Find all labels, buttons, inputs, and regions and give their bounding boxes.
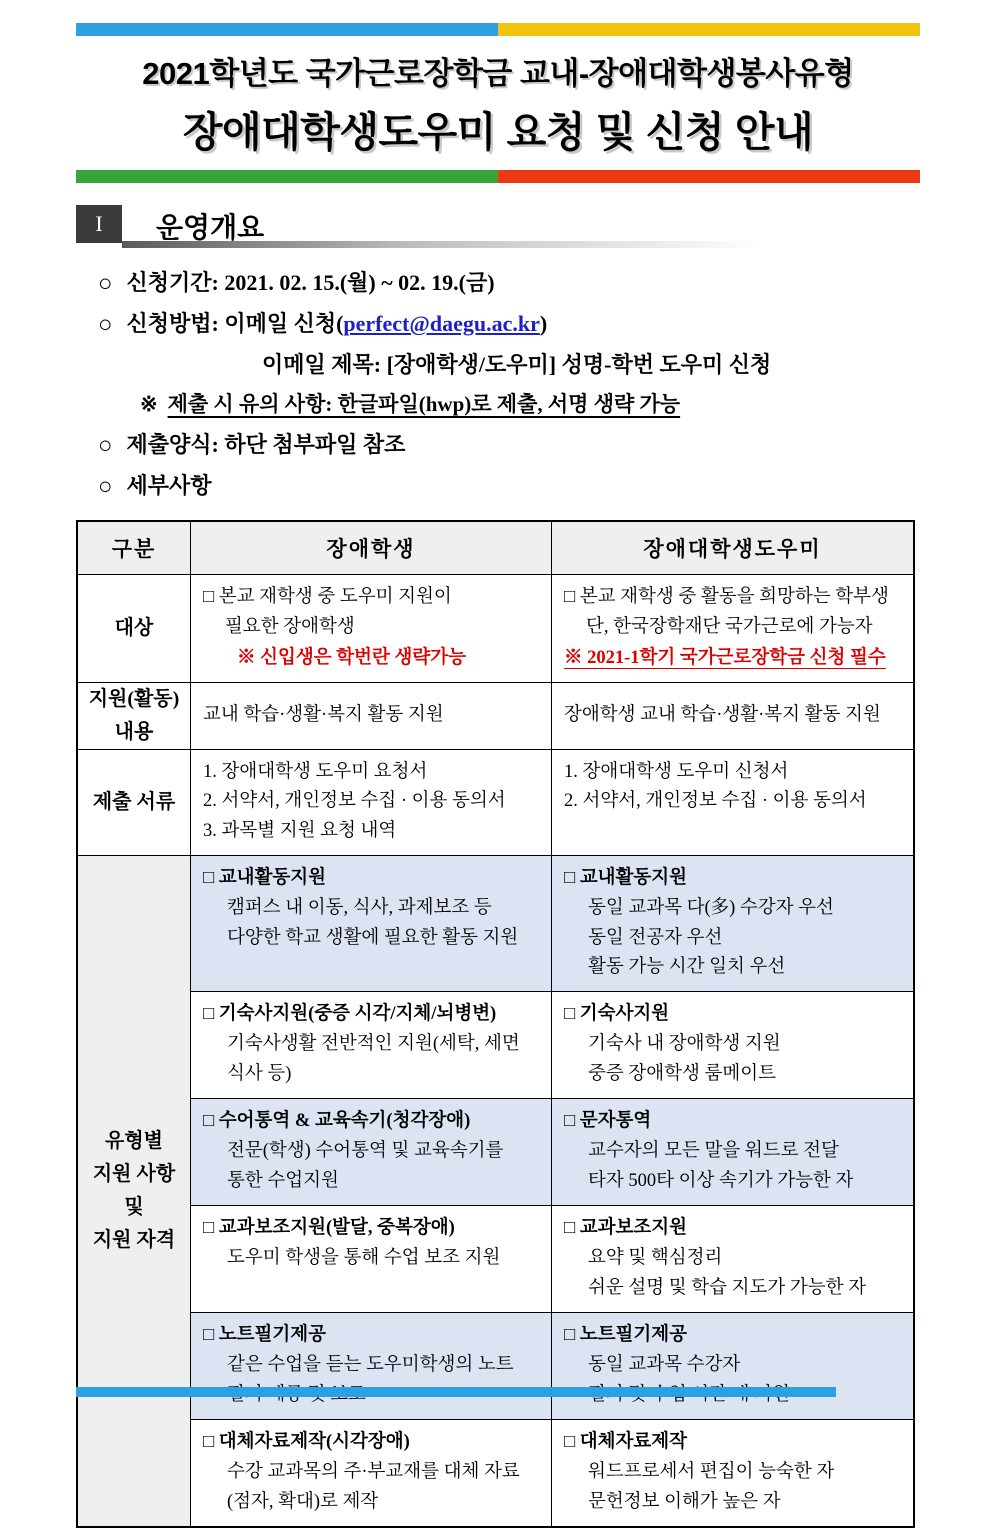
subcell-title: □ 노트필기제공 <box>564 1325 688 1346</box>
row-label-support-content <box>78 683 190 749</box>
subcell-line: 요약 및 핵심정리 <box>588 1248 723 1269</box>
cell-line: 장애학생 교내 학습·생활·복지 활동 지원 <box>564 704 881 725</box>
cell-line: 단, 한국장학재단 국가근로에 가능자 <box>586 616 873 637</box>
subcell-left <box>190 1099 551 1205</box>
subcell-line: 동일 교과목 수강자 <box>588 1355 741 1376</box>
document-title-line2: 장애대학생도우미 요청 및 신청 안내 <box>182 109 814 155</box>
row-label-line: 내용 <box>114 720 154 743</box>
application-period-line <box>76 269 920 297</box>
row-label-support-types <box>78 856 190 1526</box>
subcell-line: 문헌정보 이해가 높은 자 <box>588 1492 781 1512</box>
reference-mark-icon: ※ <box>140 392 158 416</box>
details-line <box>76 472 920 500</box>
underline-bar-red-segment <box>498 170 920 183</box>
subcell-line: 전문(학생) 수어통역 및 교육속기를 <box>227 1141 504 1162</box>
cell-line: □ 본교 재학생 중 도우미 지원이 <box>203 587 452 607</box>
title-underline-bar <box>76 170 920 183</box>
subcell-line: 워드프로세서 편집이 능숙한 자 <box>588 1462 835 1483</box>
application-method-suffix: ) <box>539 311 548 336</box>
top-color-bar <box>76 23 920 36</box>
subcell-line: 활동 가능 시간 일치 우선 <box>588 957 786 978</box>
subcell-title: □ 대체자료제작(시각장애) <box>203 1432 410 1453</box>
email-link[interactable]: perfect@daegu.ac.kr <box>343 311 540 336</box>
row-label-target: 대상 <box>114 616 154 639</box>
support-right-cell <box>551 683 913 749</box>
subcell-left <box>190 856 551 992</box>
subcell-right <box>551 1313 913 1419</box>
subrow-campus-activity <box>190 856 913 992</box>
cell-line: 1. 장애대학생 도우미 요청서 <box>203 761 428 782</box>
support-left-cell <box>190 683 551 749</box>
section-title: 운영개요 <box>156 212 265 243</box>
subcell-left <box>190 1206 551 1312</box>
table-row-support-types <box>78 855 913 1526</box>
documents-right-cell <box>551 750 913 855</box>
subcell-line: 동일 교과목 다(多) 수강자 우선 <box>588 897 834 918</box>
support-types-subrows <box>190 856 913 1526</box>
subcell-left <box>190 1313 551 1419</box>
subrow-dormitory <box>190 991 913 1098</box>
submission-note-line <box>76 391 920 418</box>
subcell-title: □ 교내활동지원 <box>203 867 327 888</box>
subcell-title: □ 수어통역 & 교육속기(청각장애) <box>203 1111 471 1132</box>
row-label-line: 지원 자격 <box>92 1228 176 1251</box>
table-header-row <box>78 522 913 574</box>
subcell-right <box>551 1206 913 1312</box>
overview-bullet-list <box>76 269 920 500</box>
subcell-right <box>551 1099 913 1205</box>
subcell-right <box>551 1420 913 1526</box>
section-1-header <box>76 205 920 251</box>
table-row-support-content <box>78 682 913 749</box>
header-helper-student: 장애대학생도우미 <box>551 522 913 574</box>
row-label-line: 지원(활동) <box>88 687 180 710</box>
subcell-line: 같은 수업을 듣는 도우미학생의 노트 <box>227 1355 514 1376</box>
subcell-title: □ 교과보조지원(발달, 중복장애) <box>203 1218 455 1239</box>
row-label-line: 유형별 <box>105 1129 163 1152</box>
cell-line: 2. 서약서, 개인정보 수집 · 이용 동의서 <box>564 791 867 812</box>
top-bar-yellow-segment <box>498 23 920 36</box>
subrow-sign-language <box>190 1098 913 1205</box>
subcell-title: □ 교과보조지원 <box>564 1218 688 1239</box>
underline-bar-green-segment <box>76 170 498 183</box>
header-disabled-student: 장애학생 <box>190 522 551 574</box>
subcell-line: 쉬운 설명 및 학습 지도가 가능한 자 <box>588 1278 866 1299</box>
red-note-underlined: ※ 2021-1학기 국가근로장학금 신청 필수 <box>564 648 886 669</box>
submission-note-text: 제출 시 유의 사항: 한글파일(hwp)로 제출, 서명 생략 가능 <box>167 392 681 416</box>
circle-bullet-icon: ○ <box>98 433 113 459</box>
red-note: ※ 신입생은 학번란 생략가능 <box>237 648 466 669</box>
subrow-alternative-materials <box>190 1419 913 1526</box>
subcell-line: 기숙사생활 전반적인 지원(세탁, 세면 <box>227 1034 520 1055</box>
subcell-line: (점자, 확대)로 제작 <box>227 1492 379 1512</box>
submission-form-text: 제출양식: 하단 첨부파일 참조 <box>126 432 406 457</box>
table-row-documents <box>78 749 913 855</box>
section-numeral: I <box>95 211 103 236</box>
subcell-line: 기숙사 내 장애학생 지원 <box>588 1034 781 1055</box>
application-method-prefix: 신청방법: 이메일 신청( <box>126 311 344 336</box>
target-right-cell <box>551 575 913 682</box>
row-label-documents: 제출 서류 <box>92 790 176 813</box>
subcell-line: 동일 전공자 우선 <box>588 927 723 948</box>
cell-line: 교내 학습·생활·복지 활동 지원 <box>203 704 444 725</box>
subrow-note-taking <box>190 1312 913 1419</box>
submission-form-line <box>76 431 920 459</box>
section-numeral-box <box>76 205 122 243</box>
details-text: 세부사항 <box>126 473 212 498</box>
table-row-target <box>78 574 913 682</box>
subcell-right <box>551 856 913 992</box>
subcell-title: □ 노트필기제공 <box>203 1325 327 1346</box>
subcell-title: □ 기숙사지원 <box>564 1004 670 1025</box>
subcell-line: 통한 수업지원 <box>227 1171 339 1192</box>
circle-bullet-icon: ○ <box>98 312 113 338</box>
subcell-line: 교수자의 모든 말을 워드로 전달 <box>588 1141 839 1162</box>
application-period-text: 신청기간: 2021. 02. 15.(월) ~ 02. 19.(금) <box>126 270 495 295</box>
subcell-left <box>190 1420 551 1526</box>
row-label-line: 지원 사항 <box>92 1162 176 1185</box>
circle-bullet-icon: ○ <box>98 474 113 500</box>
cell-line: 1. 장애대학생 도우미 신청서 <box>564 761 789 782</box>
header-category: 구분 <box>78 522 190 574</box>
subcell-title: □ 문자통역 <box>564 1111 652 1132</box>
document-title-line1: 2021학년도 국가근로장학금 교내-장애대학생봉사유형 <box>142 56 854 91</box>
documents-left-cell <box>190 750 551 855</box>
subcell-line: 캠퍼스 내 이동, 식사, 과제보조 등 <box>227 897 492 918</box>
subcell-title: □ 기숙사지원(중증 시각/지체/뇌병변) <box>203 1004 497 1025</box>
subcell-title: □ 교내활동지원 <box>564 867 688 888</box>
application-method-line <box>76 310 920 338</box>
target-left-cell <box>190 575 551 682</box>
subcell-left <box>190 992 551 1098</box>
top-bar-blue-segment <box>76 23 498 36</box>
subcell-line: 중증 장애학생 룸메이트 <box>588 1064 776 1085</box>
cell-line: 2. 서약서, 개인정보 수집 · 이용 동의서 <box>203 791 506 812</box>
email-subject-line: 이메일 제목: [장애학생/도우미] 성명-학번 도우미 신청 <box>262 352 772 377</box>
subcell-line: 식사 등) <box>227 1064 292 1085</box>
subcell-right <box>551 992 913 1098</box>
subcell-line: 타자 500타 이상 속기가 가능한 자 <box>588 1171 854 1192</box>
details-table <box>76 520 915 1528</box>
title-block <box>76 48 920 158</box>
subcell-line: 수강 교과목의 주·부교재를 대체 자료 <box>227 1462 520 1483</box>
application-method-text <box>127 310 548 337</box>
subcell-line: 도우미 학생을 통해 수업 보조 지원 <box>227 1248 501 1269</box>
row-label-line: 및 <box>124 1195 144 1218</box>
cell-line: 3. 과목별 지원 요청 내역 <box>203 820 397 841</box>
bottom-color-bar <box>76 1387 836 1397</box>
circle-bullet-icon: ○ <box>98 271 113 297</box>
subcell-title: □ 대체자료제작 <box>564 1432 688 1453</box>
subrow-class-assist <box>190 1205 913 1312</box>
cell-line: 필요한 장애학생 <box>225 616 355 637</box>
subcell-line: 다양한 학교 생활에 필요한 활동 지원 <box>227 927 519 948</box>
cell-line: □ 본교 재학생 중 활동을 희망하는 학부생 <box>564 587 889 607</box>
